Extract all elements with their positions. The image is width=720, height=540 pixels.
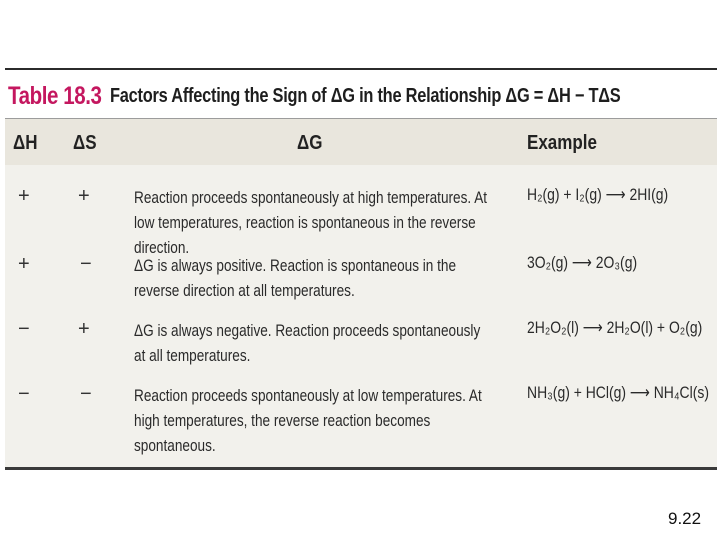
data-table bbox=[5, 68, 717, 470]
cell-example: NH₃(g) + HCl(g) ⟶ NH₄Cl(s) bbox=[527, 383, 709, 402]
cell-effect: ΔG is always positive. Reaction is spontaneous in the reverse direction at all temperatures. bbox=[134, 256, 457, 300]
table-row bbox=[5, 312, 717, 378]
table-body bbox=[5, 165, 717, 467]
table-title: Factors Affecting the Sign of ΔG in the Relationship ΔG = ΔH − TΔS bbox=[110, 85, 621, 107]
cell-effect: ΔG is always negative. Reaction proceeds spontaneously at all temperatures. bbox=[134, 321, 481, 365]
header-delta-s: ΔS bbox=[73, 132, 97, 154]
cell-example: H₂(g) + I₂(g) ⟶ 2HI(g) bbox=[527, 185, 669, 204]
table-row bbox=[5, 377, 717, 455]
cell-delta-h: + bbox=[18, 185, 30, 207]
cell-delta-h: + bbox=[18, 253, 30, 275]
cell-delta-s: + bbox=[78, 318, 90, 340]
table-title-bar bbox=[5, 70, 717, 118]
cell-delta-s: − bbox=[80, 253, 92, 275]
cell-effect: Reaction proceeds spontaneously at low temperatures. At high temperatures, the reverse reaction becomes spontaneous. bbox=[134, 386, 482, 455]
slide-number: 9.22 bbox=[668, 509, 702, 528]
table-header-row bbox=[5, 118, 717, 166]
cell-delta-s: − bbox=[80, 383, 92, 405]
cell-delta-h: − bbox=[18, 383, 30, 405]
header-delta-h: ΔH bbox=[13, 132, 38, 154]
table-number: Table 18.3 bbox=[8, 82, 102, 110]
header-delta-g: ΔG bbox=[297, 132, 323, 154]
cell-example: 2H₂O₂(l) ⟶ 2H₂O(l) + O₂(g) bbox=[527, 318, 703, 337]
table-row bbox=[5, 179, 717, 257]
cell-effect: Reaction proceeds spontaneously at high temperatures. At low temperatures, reaction is spontaneous in the reverse direction. bbox=[134, 188, 488, 257]
header-example: Example bbox=[527, 132, 597, 154]
cell-delta-s: + bbox=[78, 185, 90, 207]
cell-delta-h: − bbox=[18, 318, 30, 340]
table-row bbox=[5, 247, 717, 313]
cell-example: 3O₂(g) ⟶ 2O₃(g) bbox=[527, 253, 638, 272]
